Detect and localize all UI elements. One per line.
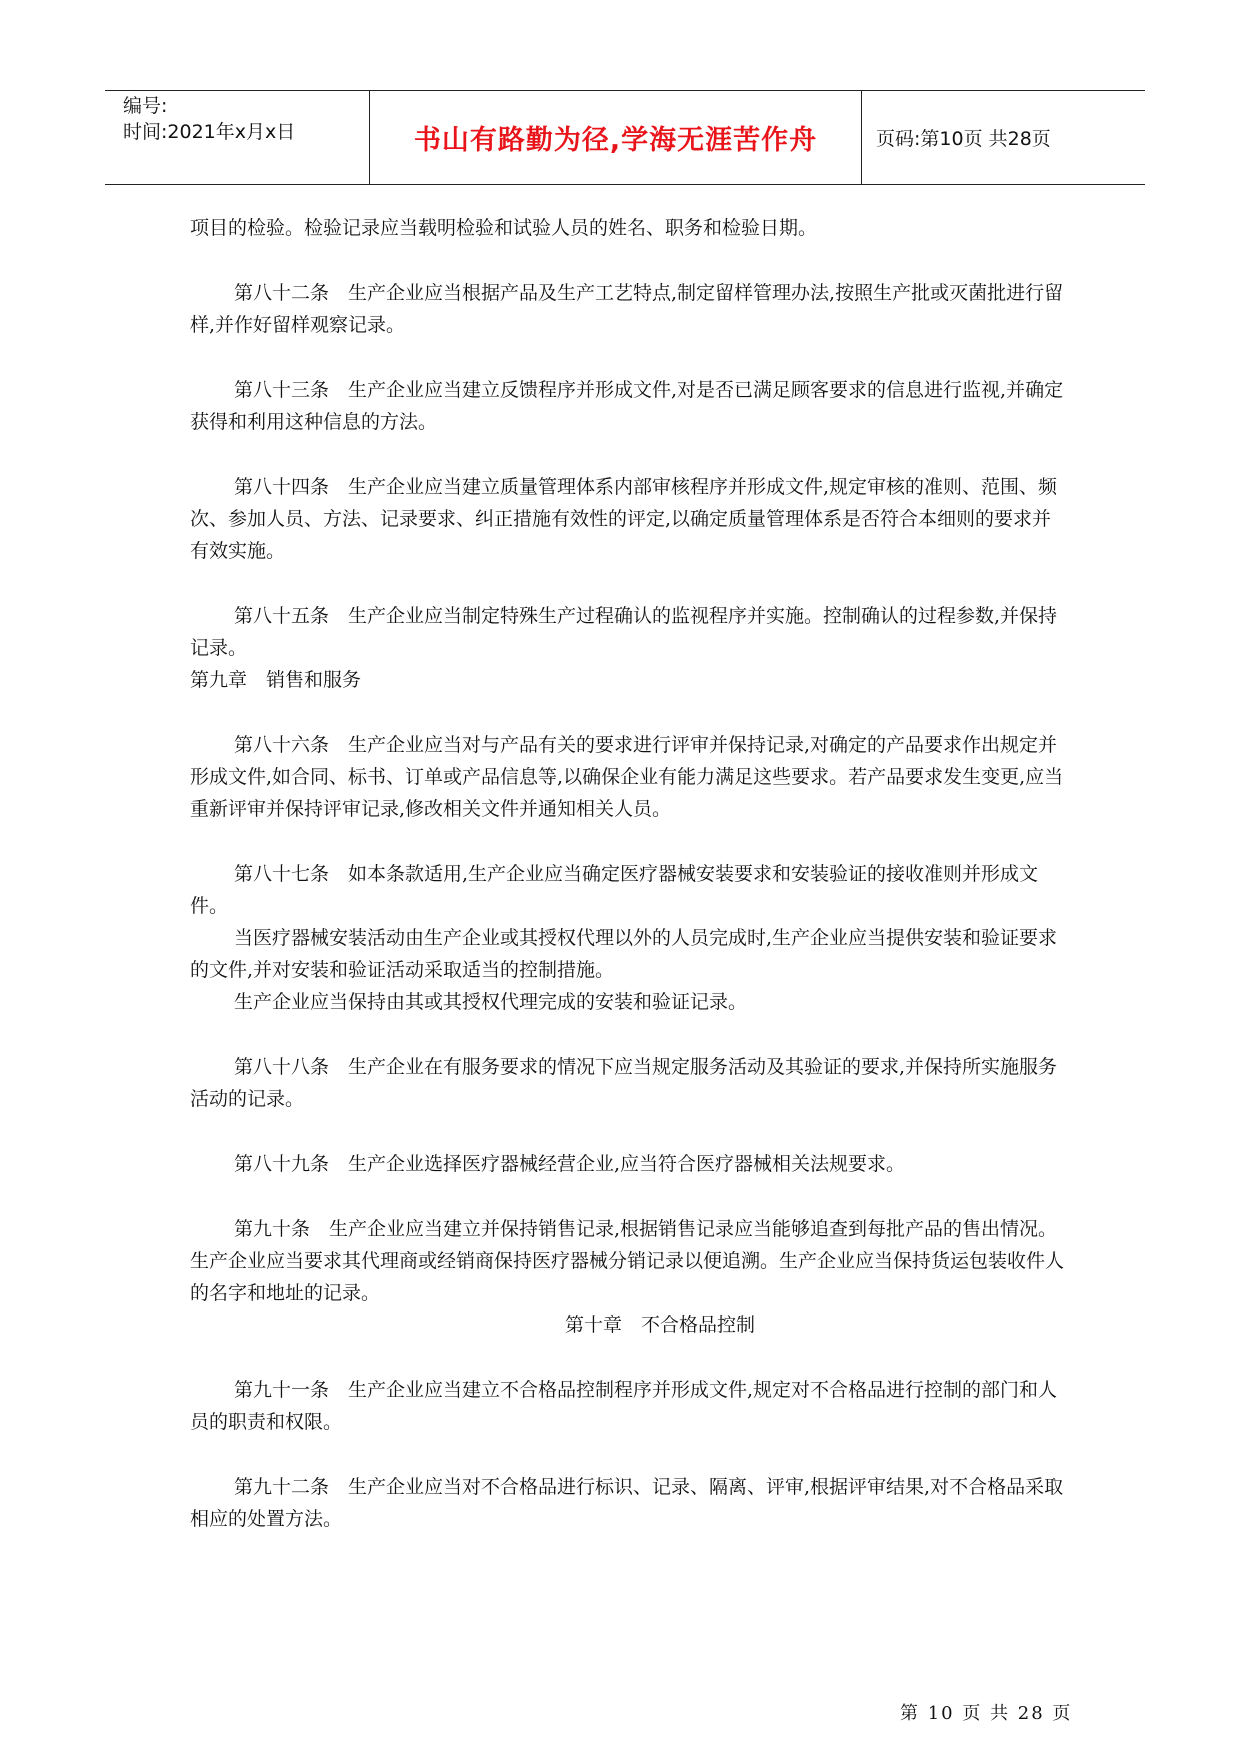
paragraph: 当医疗器械安装活动由生产企业或其授权代理以外的人员完成时,生产企业应当提供安装和验证要求的文件,并对安装和验证活动采取适当的控制措施。 xyxy=(190,927,1058,981)
paragraph: 生产企业应当保持由其或其授权代理完成的安装和验证记录。 xyxy=(234,991,748,1013)
chapter-heading-9: 第九章 销售和服务 xyxy=(190,669,362,691)
article-92: 第九十二条 生产企业应当对不合格品进行标识、记录、隔离、评审,根据评审结果,对不合格品采取相应的处置方法。 xyxy=(190,1476,1064,1530)
article-85: 第八十五条 生产企业应当制定特殊生产过程确认的监视程序并实施。控制确认的过程参数,并保持记录。 xyxy=(190,605,1058,659)
paragraph: 项目的检验。检验记录应当载明检验和试验人员的姓名、职务和检验日期。 xyxy=(190,217,818,239)
article-82: 第八十二条 生产企业应当根据产品及生产工艺特点,制定留样管理办法,按照生产批或灭菌批进行留样,并作好留样观察记录。 xyxy=(190,282,1064,336)
article-84: 第八十四条 生产企业应当建立质量管理体系内部审核程序并形成文件,规定审核的准则、范围、频次、参加人员、方法、记录要求、纠正措施有效性的评定,以确定质量管理体系是否符合本细则的要求并有效实施。 xyxy=(190,476,1058,562)
article-90: 第九十条 生产企业应当建立并保持销售记录,根据销售记录应当能够追查到每批产品的售出情况。生产企业应当要求其代理商或经销商保持医疗器械分销记录以便追溯。生产企业应当保持货运包装收件人的名字和地址的记录。 xyxy=(190,1218,1065,1304)
header-page-info: 页码:第10页 共28页 xyxy=(876,128,1051,150)
article-86: 第八十六条 生产企业应当对与产品有关的要求进行评审并保持记录,对确定的产品要求作出规定并形成文件,如合同、标书、订单或产品信息等,以确保企业有能力满足这些要求。若产品要求发生变更,应当重新评审并保持评审记录,修改相关文件并通知相关人员。 xyxy=(190,734,1064,820)
page-header xyxy=(105,90,1145,185)
article-89: 第八十九条 生产企业选择医疗器械经营企业,应当符合医疗器械相关法规要求。 xyxy=(234,1153,906,1175)
chapter-heading-10: 第十章 不合格品控制 xyxy=(564,1314,755,1336)
document-body xyxy=(190,212,1070,1535)
document-time-label: 时间:2021年x月x日 xyxy=(123,121,296,143)
page-footer: 第 10 页 共 28 页 xyxy=(900,1703,1073,1724)
header-motto: 书山有路勤为径,学海无涯苦作舟 xyxy=(413,125,818,156)
document-number-label: 编号: xyxy=(123,95,168,117)
article-88: 第八十八条 生产企业在有服务要求的情况下应当规定服务活动及其验证的要求,并保持所实施服务活动的记录。 xyxy=(190,1056,1058,1110)
article-87: 第八十七条 如本条款适用,生产企业应当确定医疗器械安装要求和安装验证的接收准则并形成文件。 xyxy=(190,863,1039,917)
article-91: 第九十一条 生产企业应当建立不合格品控制程序并形成文件,规定对不合格品进行控制的部门和人员的职责和权限。 xyxy=(190,1379,1058,1433)
article-83: 第八十三条 生产企业应当建立反馈程序并形成文件,对是否已满足顾客要求的信息进行监视,并确定获得和利用这种信息的方法。 xyxy=(190,379,1064,433)
header-meta xyxy=(115,91,373,184)
